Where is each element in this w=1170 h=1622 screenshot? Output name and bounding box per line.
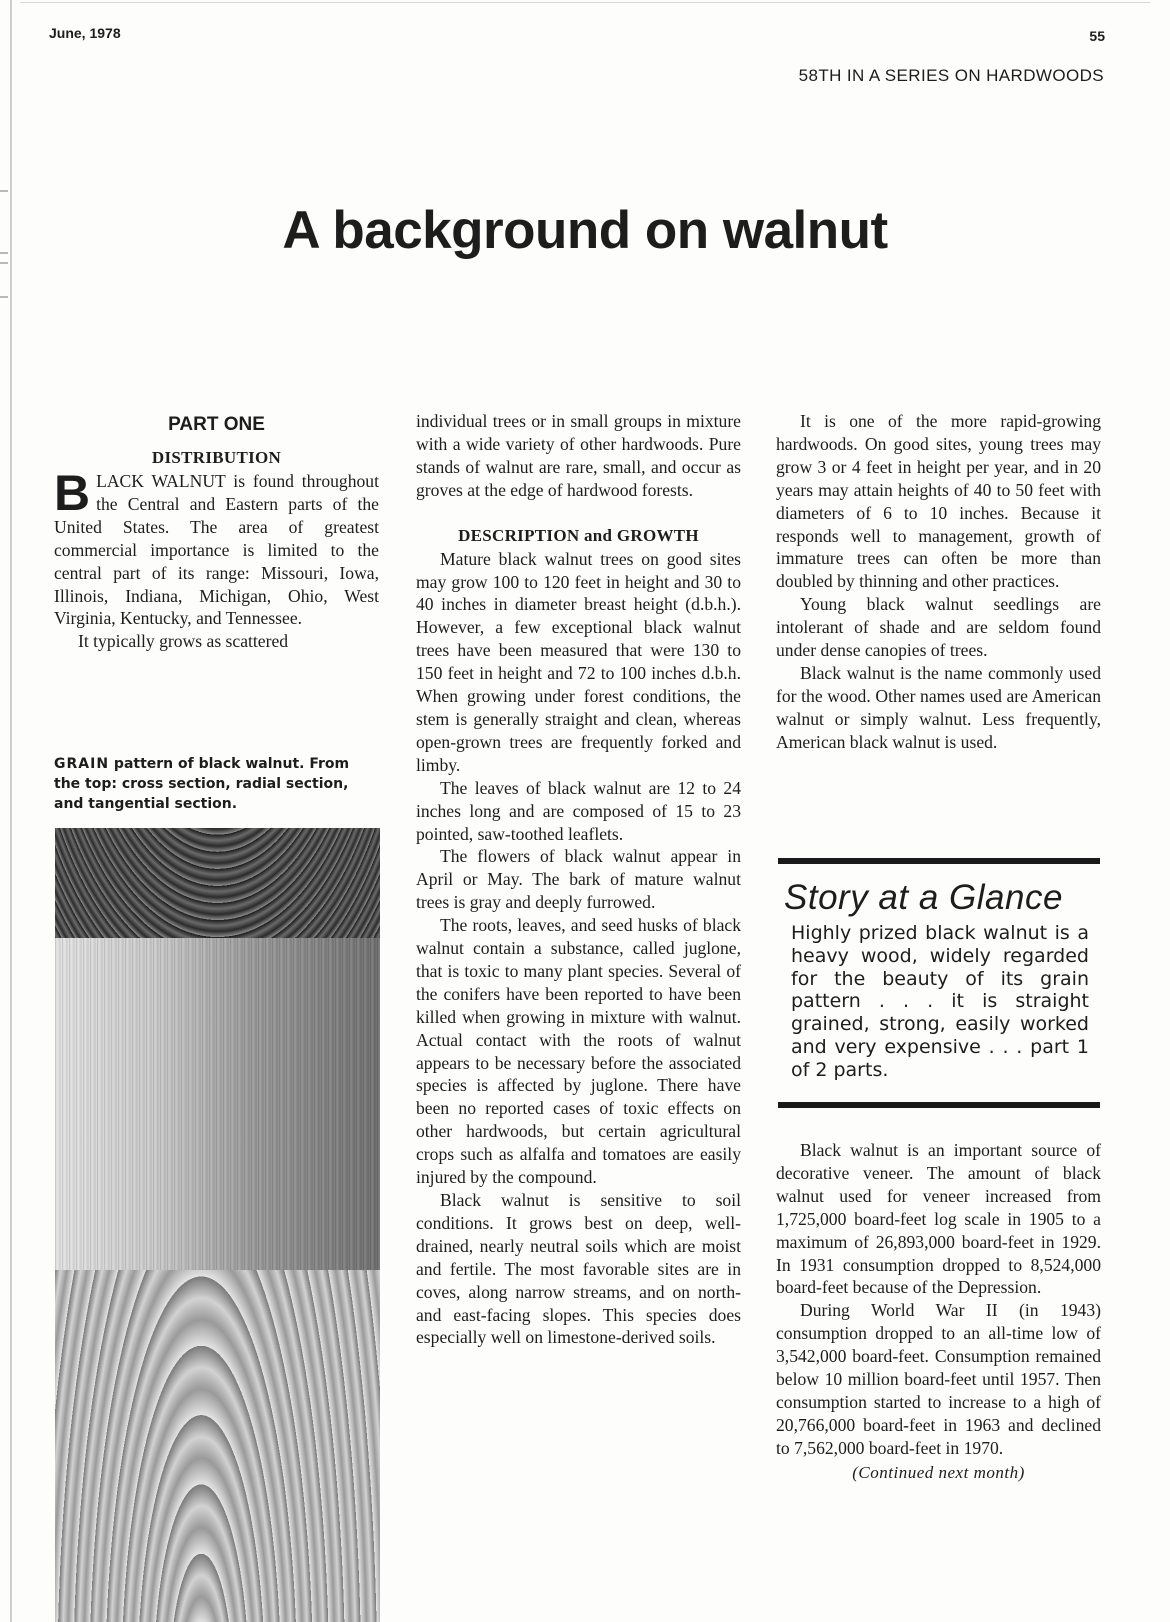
column-2 — [416, 410, 741, 1349]
page-edge-mark — [0, 262, 8, 264]
paragraph-text: LACK WALNUT is found throughout the Central and Eastern parts of the United States. The area of greatest commercial importance is limited to the central part of its range: Missouri, Iowa, Illinois, Indiana, Michigan, Ohio, West Virginia, Kentucky, and Tennessee. — [54, 471, 379, 629]
paragraph: The flowers of black walnut appear in April or May. The bark of mature walnut trees is gray and deeply furrowed. — [416, 846, 741, 913]
paragraph: During World War II (in 1943) consumption dropped to an all-time low of 3,542,000 board-feet. Consumption remained below 10 million board-feet until 1957. Then consumption started to increase to a high of 20,766,000 board-feet in 1963 and declined to 7,562,000 board-feet in 1970. — [776, 1300, 1101, 1458]
page-edge-mark — [0, 190, 8, 192]
caption-text: pattern of black walnut. From the top: cross section, radial section, and tangential section. — [54, 756, 350, 812]
paragraph: individual trees or in small groups in mixture with a wide variety of other hardwoods. Pure stands of walnut are rare, small, and occur as groves at the edge of hardwood forests. — [416, 411, 741, 500]
page-edge-mark — [0, 296, 8, 298]
wood-grain-photo — [55, 828, 380, 1622]
section-heading-distribution: DISTRIBUTION — [151, 448, 282, 467]
story-box-text: Highly prized black walnut is a heavy wood, widely regarded for the beauty of its grain pattern . . . it is straight grained, strong, easily worked and very expensive . . . part 1 of 2 parts. — [791, 922, 1089, 1081]
column-1 — [54, 412, 379, 653]
paragraph: It is one of the more rapid-growing hardwoods. On good sites, young trees may grow 3 or 4 feet in height per year, and in 20 years may attain heights of 40 to 50 feet with diameters of 6 to 10 inches. Because it responds well to management, growth of immature trees can often be more than doubled by thinning and other practices. — [776, 411, 1101, 592]
section-heading-description: DESCRIPTION and GROWTH — [458, 525, 699, 545]
paragraph: Mature black walnut trees on good sites may grow 100 to 120 feet in height and 30 to 40 inches in diameter breast height (d.b.h.). However, a few exceptional black walnut trees have been measured that were 130 to 150 feet in height and 72 to 100 inches d.b.h. When growing under forest conditions, the stem is generally straight and clean, whereas open-grown trees are frequently forked and limby. — [416, 548, 741, 775]
header-date: June, 1978 — [49, 25, 121, 41]
paragraph: Black walnut is the name commonly used for the wood. Other names used are American walnut or simply walnut. Less frequently, American black walnut is used. — [776, 662, 1101, 752]
drop-cap: B — [54, 465, 91, 521]
caption-lead: GRAIN — [54, 756, 110, 772]
paragraph: Young black walnut seedlings are intolerant of shade and are seldom found under dense canopies of trees. — [776, 594, 1101, 661]
series-label: 58TH IN A SERIES ON HARDWOODS — [798, 66, 1104, 85]
tangential-section-image — [55, 1270, 380, 1622]
story-bottom-bar — [778, 1102, 1100, 1108]
page-number: 55 — [1089, 28, 1105, 44]
continued-note: (Continued next month) — [852, 1462, 1025, 1482]
paragraph: The roots, leaves, and seed husks of black walnut contain a substance, called juglone, that is toxic to many plant species. Several of the conifers have been reported to have been killed when growing in mixture with walnut. Actual contact with the roots of walnut appears to be necessary before the associated species is affected by juglone. There have been no reported cases of toxic effects on other hardwoods, but certain agricultural crops such as alfalfa and tomatoes are easily injured by the compound. — [416, 915, 741, 1188]
paragraph — [54, 465, 379, 630]
part-heading: PART ONE — [168, 414, 265, 435]
article-title: A background on walnut — [282, 201, 888, 260]
top-rule — [20, 2, 1150, 3]
paragraph: Black walnut is an important source of decorative veneer. The amount of black walnut used for veneer increased from 1,725,000 board-feet log scale in 1905 to a maximum of 26,893,000 board-feet in 1929. In 1931 consumption dropped to 8,524,000 board-feet because of the Depression. — [776, 1140, 1101, 1298]
paragraph: The leaves of black walnut are 12 to 24 inches long and are composed of 15 to 23 pointed, saw-toothed leaflets. — [416, 777, 741, 844]
story-top-bar — [778, 858, 1100, 864]
column-3-lower — [776, 1139, 1101, 1485]
paragraph: Black walnut is sensitive to soil conditions. It grows best on deep, well-drained, nearly neutral soils which are moist and fertile. The most favorable sites are in coves, along narrow streams, and on north- and east-facing slopes. This species does especially well on limestone-derived soils. — [416, 1190, 741, 1348]
story-box-title: Story at a Glance — [784, 878, 1063, 917]
radial-section-image — [55, 938, 380, 1270]
column-3 — [776, 410, 1101, 754]
figure-caption — [54, 754, 379, 814]
cross-section-image — [55, 828, 380, 938]
paragraph: It typically grows as scattered — [78, 631, 289, 652]
